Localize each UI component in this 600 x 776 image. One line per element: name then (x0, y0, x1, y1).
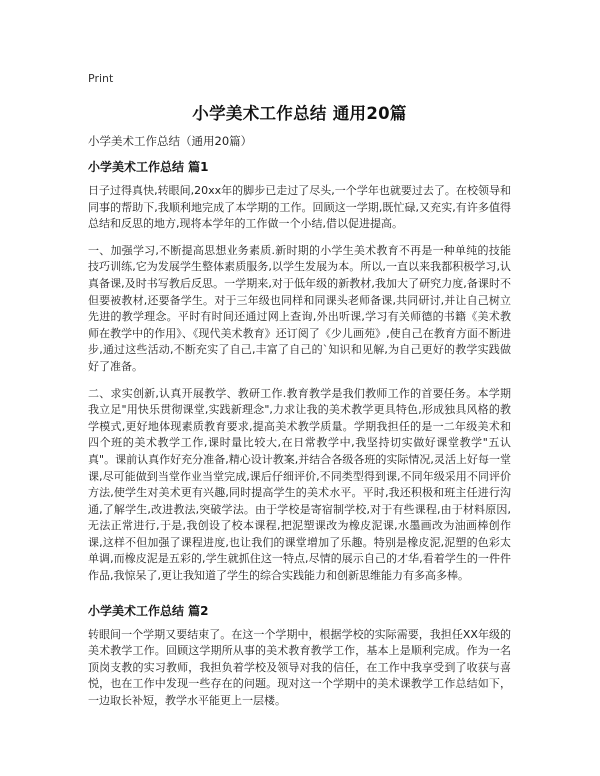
document-body (88, 133, 511, 720)
paragraph: 一、加强学习,不断提高思想业务素质.新时期的小学生美术教育不再是一种单纯的技能技巧训练,它为发展学生整体素质服务,以学生发展为本。所以,一直以来我都积极学习,认真备课,及时书写教后反思。一学期来,对于低年级的新教材,我加大了研究力度,备课时不但要被教材,还要备学生。对于三年级也同样和同课头老师备课,共同研讨,并让自己树立先进的教学理念。平时有时间还通过网上查询,外出听课,学习有关师德的书籍《美术教师在教学中的作用》、《现代美术教育》还订阅了《少儿画苑》,使自己在教育方面不断进步,通过这些活动,不断充实了自己,丰富了自己的`知识和见解,为自己更好的教学实践做好了准备。 (88, 243, 511, 373)
print-link[interactable]: Print (88, 72, 114, 85)
paragraph: 日子过得真快,转眼间,20xx年的脚步已走过了尽头,一个学年也就要过去了。在校领导和同事的帮助下,我顺利地完成了本学期的工作。回顾这一学期,既忙碌,又充实,有许多值得总结和反思的地方,现将本学年的工作做一个小结,借以促进提高。 (88, 184, 511, 231)
section-heading: 小学美术工作总结 篇1 (88, 160, 209, 174)
section-2 (88, 603, 511, 710)
page-title: 小学美术工作总结 通用20篇 (192, 104, 407, 123)
section-heading: 小学美术工作总结 篇2 (88, 603, 209, 618)
paragraph: 二、求实创新,认真开展教学、教研工作.教育教学是我们教师工作的首要任务。本学期我立足"用快乐贯彻课堂,实践新理念",力求让我的美术教学更具特色,形成独具风格的教学模式,更好地体现素质教育要求,提高美术教学质量。学期我担任的是一二年级美术和四个班的美术教学工作,课时量比较大,在日常教学中,我坚持切实做好课堂教学"五认真"。课前认真作好充分准备,精心设计教案,并结合各级各班的实际情况,灵活上好每一堂课,尽可能做到当堂作业当堂完成,课后仔细评价,不同类型得到课,不同年级采用不同评价方法,使学生对美术更有兴趣,同时提高学生的美术水平。平时,我还积极和班主任进行沟通,了解学生,改进教法,突破学法。由于学校是寄宿制学校,对于有些课程,由于材料原因,无法正常进行,于是,我创设了校本课程,把泥塑课改为橡皮泥课,水墨画改为油画棒创作课,这样不但加强了课程进度,也让我们的课堂增加了乐趣。特别是橡皮泥,泥塑的色彩太单调,而橡皮泥是五彩的,学生就抓住这一特点,尽情的展示自己的才华,看着学生的一件件作品,我惊呆了,更让我知道了学生的综合实践能力和创新思维能力有多高多棒。 (88, 386, 511, 583)
section-1 (88, 159, 511, 585)
document-subtitle: 小学美术工作总结（通用20篇） (88, 134, 253, 148)
paragraph: 转眼间一个学期又要结束了。在这一个学期中，根据学校的实际需要，我担任XX年级的美术教学工作。回顾这学期所从事的美术教育教学工作，基本上是顺利完成。作为一名顶岗支教的实习教师，我担负着学校及领导对我的信任，在工作中我享受到了收获与喜悦，也在工作中发现一些存在的问题。现对这一个学期中的美术课教学工作总结如下，一边取长补短，教学水平能更上一层楼。 (88, 627, 511, 708)
